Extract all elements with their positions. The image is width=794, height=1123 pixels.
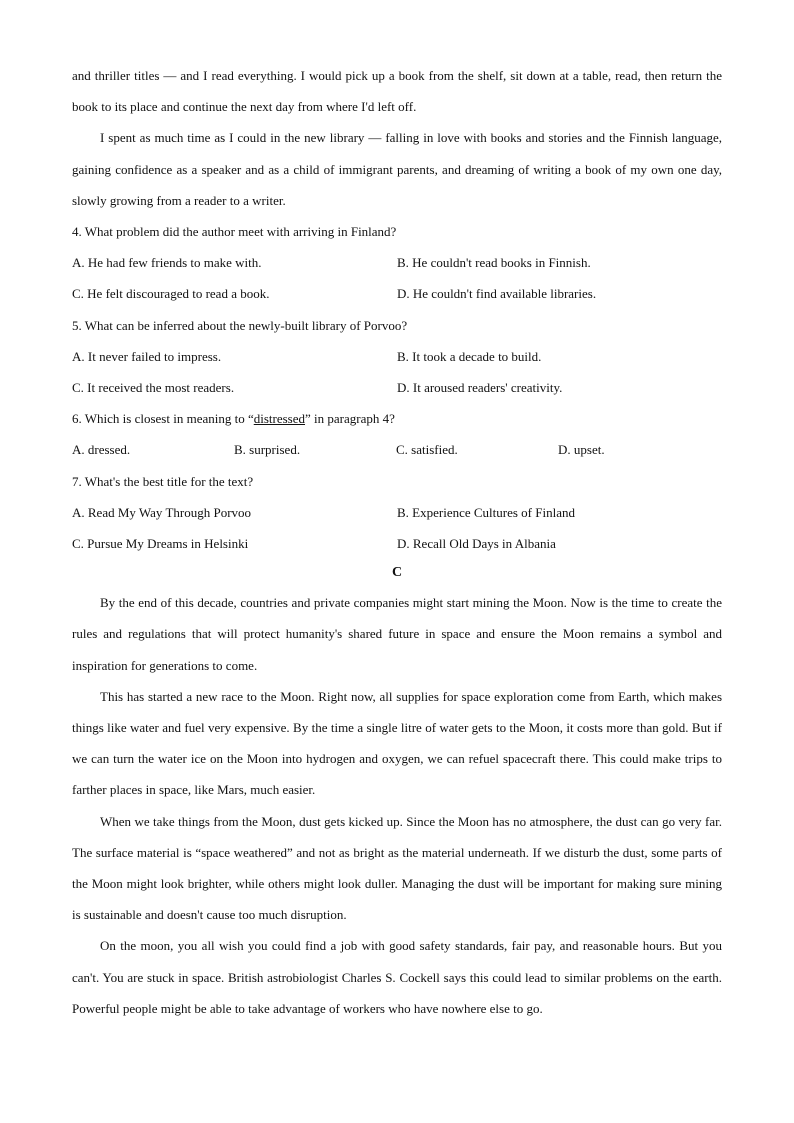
option-b: B. It took a decade to build. (397, 348, 542, 364)
document-page (72, 60, 722, 1024)
question-4-options-row (72, 247, 722, 278)
option-d: D. He couldn't find available libraries. (397, 286, 597, 302)
option-c: C. Pursue My Dreams in Helsinki (72, 536, 249, 552)
passage-b-paragraph: I spent as much time as I could in the new library — falling in love with books and stories and the Finnish language, gaining confidence as a speaker and as a child of immigrant parents, and dreaming of writing a book of my own one day, slowly growing from a reader to a writer. (72, 130, 722, 208)
option-d: D. upset. (558, 442, 605, 458)
question-7-options-row (72, 528, 722, 559)
question-4-options-row (72, 278, 722, 309)
section-c-paragraph: When we take things from the Moon, dust gets kicked up. Since the Moon has no atmosphere, the dust can go very far. The surface material is “space weathered” and not as bright as the material underneath. If we disturb the dust, some parts of the Moon might look brighter, while others might look duller. Managing the dust will be important for making sure mining is sustainable and doesn't cause too much disruption. (72, 813, 722, 923)
option-d: D. Recall Old Days in Albania (397, 536, 556, 552)
option-c: C. It received the most readers. (72, 380, 235, 396)
question-5-options-row (72, 341, 722, 372)
question-5-options-row (72, 372, 722, 403)
option-d: D. It aroused readers' creativity. (397, 380, 563, 396)
option-c: C. He felt discouraged to read a book. (72, 286, 270, 302)
question-7-stem: 7. What's the best title for the text? (72, 473, 254, 489)
question-6-options-row (72, 434, 722, 465)
question-6-stem-post: ” in paragraph 4? (305, 411, 395, 427)
question-7-options-row (72, 497, 722, 528)
question-6-stem-pre: 6. Which is closest in meaning to “ (72, 411, 254, 427)
option-a: A. He had few friends to make with. (72, 255, 262, 271)
option-c: C. satisfied. (396, 442, 458, 458)
option-b: B. Experience Cultures of Finland (397, 504, 575, 520)
option-a: A. dressed. (72, 442, 131, 458)
question-6-stem (72, 403, 722, 434)
underlined-word: distressed (253, 411, 306, 427)
section-c-paragraph: By the end of this decade, countries and private companies might start mining the Moon. Now is the time to create the rules and regulations that will protect humanity's shared future in space and ensure the Moon remains a symbol and inspiration for generations to come. (72, 595, 722, 673)
section-heading: C (391, 565, 403, 581)
question-5-stem: 5. What can be inferred about the newly-built library of Porvoo? (72, 317, 408, 333)
option-b: B. He couldn't read books in Finnish. (397, 255, 591, 271)
option-a: A. Read My Way Through Porvoo (72, 504, 252, 520)
question-4-stem: 4. What problem did the author meet with arriving in Finland? (72, 224, 397, 240)
section-c-paragraph: On the moon, you all wish you could find a job with good safety standards, fair pay, and reasonable hours. But you can't. You are stuck in space. British astrobiologist Charles S. Cockell says this could lead to similar problems on the earth. Powerful people might be able to take advantage of workers who have nowhere else to go. (72, 938, 722, 1016)
passage-b-paragraph: and thriller titles — and I read everything. I would pick up a book from the shelf, sit down at a table, read, then return the book to its place and continue the next day from where I'd left off. (72, 68, 722, 115)
option-a: A. It never failed to impress. (72, 348, 222, 364)
section-c-paragraph: This has started a new race to the Moon. Right now, all supplies for space exploration come from Earth, which makes things like water and fuel very expensive. By the time a single litre of water gets to the Moon, it costs more than gold. But if we can turn the water ice on the Moon into hydrogen and oxygen, we can refuel spacecraft there. This could make trips to farther places in space, like Mars, much easier. (72, 688, 722, 798)
option-b: B. surprised. (234, 442, 301, 458)
